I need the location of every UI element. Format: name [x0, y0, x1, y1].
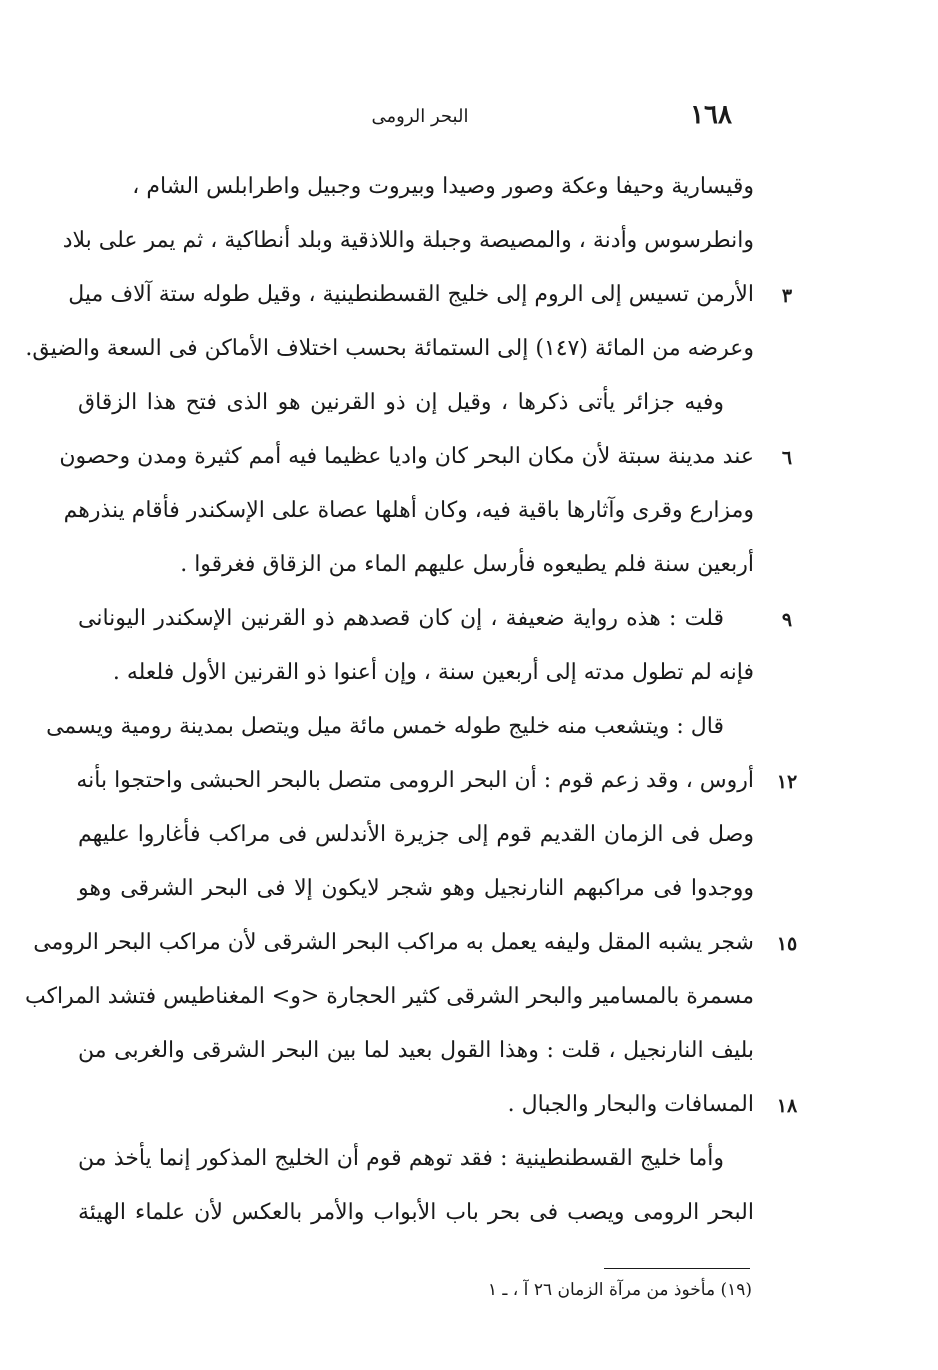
text-line: شجر يشبه المقل وليفه يعمل به مراكب البحر الشرقى لأن مراكب البحر الرومى [33, 930, 754, 955]
page-number: ١٦٨ [690, 100, 732, 130]
line-number: ١٢ [776, 771, 798, 793]
text-line: ووجدوا فى مراكبهم النارنجيل وهو شجر لايكون إلا فى البحر الشرقى وهو [78, 876, 754, 901]
line-number: ١٨ [776, 1095, 798, 1117]
line-number: ١٥ [776, 933, 798, 955]
text-line: قلت : هذه رواية ضعيفة ، إن كان قصدهم ذو القرنين الإسكندر اليونانى [78, 606, 724, 631]
text-line: بليف النارنجيل ، قلت : وهذا القول بعيد لما بين البحر الشرقى والغربى من [78, 1038, 754, 1063]
text-line: ومزارع وقرى وآثارها باقية فيه، وكان أهلها عصاة على الإسكندر فأقام ينذرهم [63, 498, 754, 523]
body-text [24, 160, 754, 1240]
text-line: وصل فى الزمان القديم قوم إلى جزيرة الأندلس فى مراكب فأغاروا عليهم [78, 822, 754, 847]
text-line: البحر الرومى ويصب فى بحر باب الأبواب والأمر بالعكس لأن علماء الهيئة [78, 1200, 754, 1225]
text-line: قال : ويتشعب منه خليج طوله خمس مائة ميل ويتصل بمدينة رومية ويسمى [46, 714, 724, 739]
footnote: (١٩) مأخوذ من مرآة الزمان ٢٦ آ ، ـ ١ [487, 1280, 752, 1300]
text-line: عند مدينة سبتة لأن مكان البحر كان واديا عظيما فيه أمم كثيرة ومدن وحصون [59, 444, 754, 469]
text-line: وعرضه من المائة (١٤٧) إلى الستمائة بحسب اختلاف الأماكن فى السعة والضيق. [25, 336, 754, 361]
line-number: ٣ [781, 285, 793, 307]
line-number: ٩ [781, 609, 793, 631]
text-line: وفيه جزائر يأتى ذكرها ، وقيل إن ذو القرنين هو الذى فتح هذا الزقاق [78, 390, 724, 415]
running-title: البحر الرومى [371, 106, 469, 127]
text-line: وقيسارية وحيفا وعكة وصور وصيدا وبيروت وجبيل واطرابلس الشام ، [132, 174, 754, 199]
text-line: أربعين سنة فلم يطيعوه فأرسل عليهم الماء من الزقاق فغرقوا . [180, 552, 754, 577]
text-line: وأما خليج القسطنطينية : فقد توهم قوم أن الخليج المذكور إنما يأخذ من [78, 1146, 724, 1171]
text-line: فإنه لم تطول مدته إلى أربعين سنة ، وإن أعنوا ذو القرنين الأول فلعله . [112, 660, 754, 685]
text-line: الأرمن تسيس إلى الروم إلى خليج القسطنطينية ، وقيل طوله ستة آلاف ميل [68, 282, 754, 307]
text-line: وانطرسوس وأدنة ، والمصيصة وجبلة واللاذقية وبلد أنطاكية ، ثم يمر على بلاد [62, 228, 754, 253]
text-line: المسافات والبحار والجبال . [507, 1092, 754, 1117]
page-header [80, 100, 760, 140]
text-line: مسمرة بالمسامير والبحر الشرقى كثير الحجارة <و> المغناطيس فتشد المراكب [24, 984, 754, 1009]
line-number: ٦ [781, 447, 793, 469]
footnote-rule [604, 1268, 750, 1269]
text-line: أروس ، وقد زعم قوم : أن البحر الرومى متصل بالبحر الحبشى واحتجوا بأنه [76, 768, 754, 793]
